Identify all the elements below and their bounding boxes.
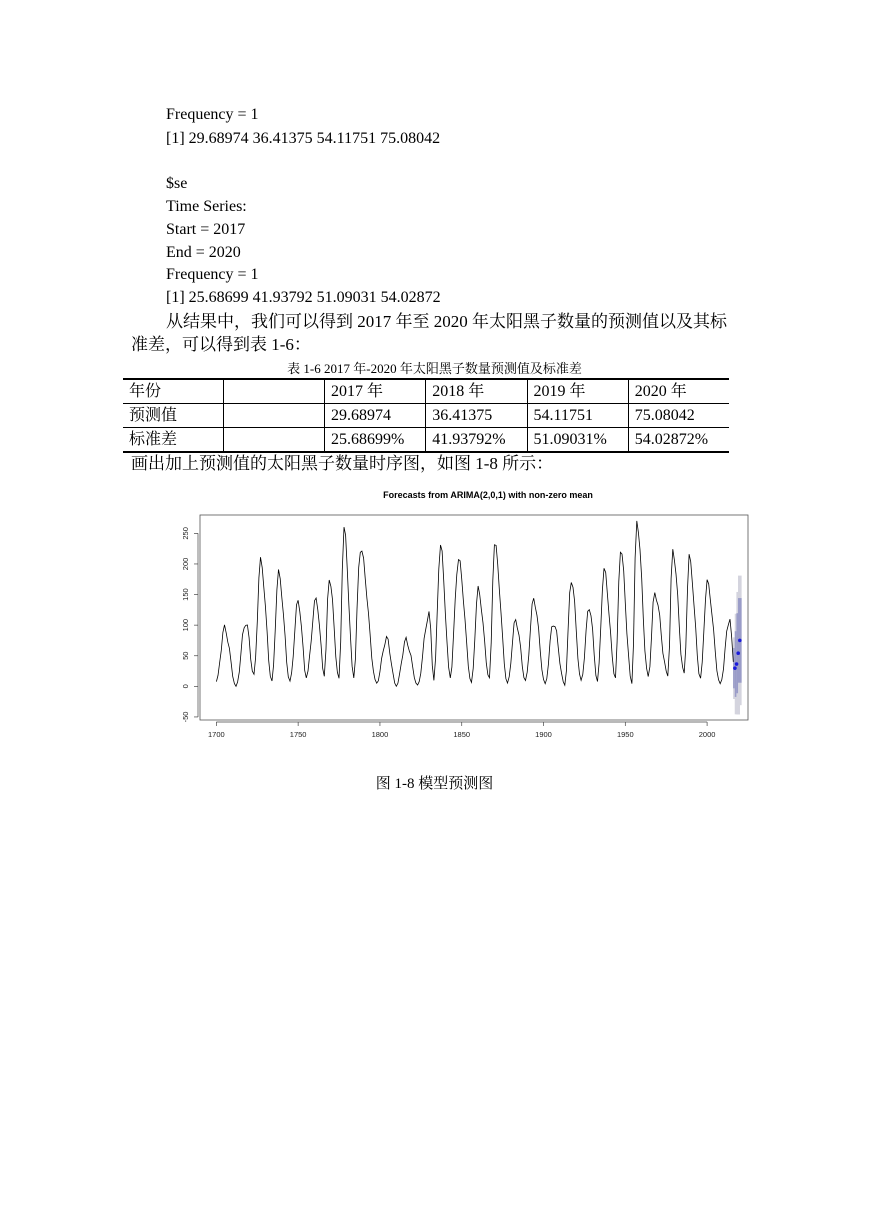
result-paragraph: 从结果中，我们可以得到 2017 年至 2020 年太阳黑子数量的预测值以及其标准差，可以得到表 1-6：	[131, 312, 727, 354]
y-tick-label: 100	[181, 618, 190, 632]
table-cell: 2019 年	[527, 379, 628, 404]
table-cell: 25.68699%	[325, 428, 426, 453]
y-tick-label: 250	[181, 527, 190, 540]
plot-frame	[200, 515, 748, 720]
table-cell: 年份	[123, 379, 224, 404]
y-tick-label: -50	[181, 711, 190, 723]
x-tick-label: 1850	[453, 730, 471, 739]
forecast-point	[735, 662, 739, 666]
table-cell	[224, 379, 325, 404]
table-cell	[224, 404, 325, 428]
forecast-intervals	[733, 576, 742, 715]
table-cell: 2018 年	[426, 379, 527, 404]
table-cell: 标准差	[123, 428, 224, 453]
x-tick-label: 1950	[616, 730, 634, 739]
table-cell: 41.93792%	[426, 428, 527, 453]
y-axis	[181, 527, 198, 722]
x-tick-label: 1900	[535, 730, 552, 739]
output-se-values: [1] 25.68699 41.93792 51.09031 54.02872	[166, 289, 441, 306]
output-frequency-2: Frequency = 1	[166, 266, 259, 283]
table-cell: 54.02872%	[628, 428, 729, 453]
table-cell: 75.08042	[628, 404, 729, 428]
table-cell: 36.41375	[426, 404, 527, 428]
y-tick-label: 200	[181, 557, 190, 571]
x-axis	[208, 722, 715, 739]
output-end: End = 2020	[166, 244, 241, 261]
x-tick-label: 2000	[698, 730, 716, 739]
forecast-point	[738, 639, 742, 643]
chart-title: Forecasts from ARIMA(2,0,1) with non-zero mean	[383, 490, 593, 500]
output-se-label: $se	[166, 175, 188, 192]
table-row	[123, 404, 729, 428]
table-cell: 29.68974	[325, 404, 426, 428]
x-tick-label: 1750	[289, 730, 307, 739]
forecast-point	[736, 651, 740, 655]
y-tick-label: 0	[181, 684, 190, 689]
output-start: Start = 2017	[166, 221, 246, 238]
forecast-table	[123, 378, 729, 453]
forecast-point	[733, 666, 737, 670]
table-cell	[224, 428, 325, 453]
y-tick-label: 50	[181, 651, 190, 660]
forecast-chart	[170, 485, 760, 747]
table-cell: 预测值	[123, 404, 224, 428]
figure-caption: 图 1-8 模型预测图	[375, 776, 494, 792]
table-cell: 2020 年	[628, 379, 729, 404]
output-forecast-values: [1] 29.68974 36.41375 54.11751 75.08042	[166, 130, 441, 147]
table-row	[123, 428, 729, 453]
table-header-row	[123, 379, 729, 404]
y-tick-label: 150	[181, 588, 190, 601]
output-time-series-label: Time Series:	[166, 198, 247, 215]
table-cell: 2017 年	[325, 379, 426, 404]
x-tick-label: 1700	[208, 730, 225, 739]
x-tick-label: 1800	[371, 730, 389, 739]
table-cell: 54.11751	[527, 404, 628, 428]
table-cell: 51.09031%	[527, 428, 628, 453]
output-frequency: Frequency = 1	[166, 106, 259, 123]
sunspot-series-line	[216, 521, 733, 686]
table-caption: 表 1-6 2017 年-2020 年太阳黑子数量预测值及标准差	[287, 361, 582, 376]
figure-intro-paragraph: 画出加上预测值的太阳黑子数量时序图，如图 1-8 所示：	[131, 454, 554, 473]
